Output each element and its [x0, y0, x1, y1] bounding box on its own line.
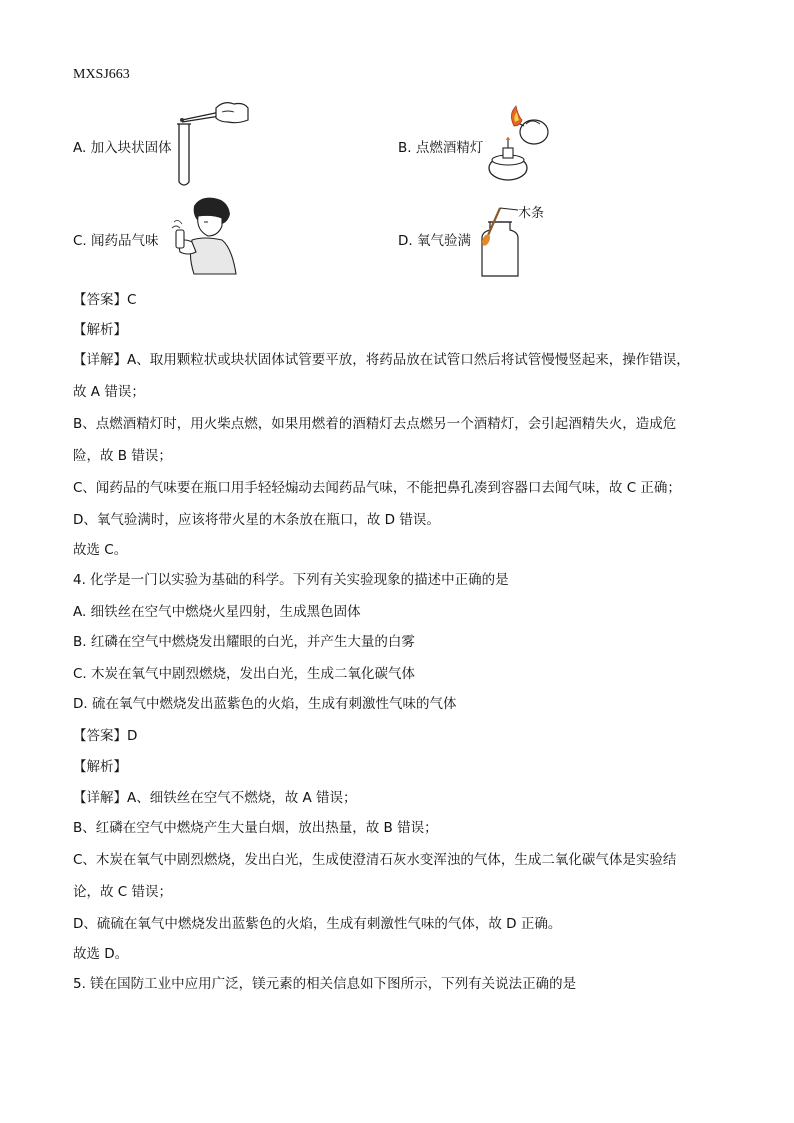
smelling-boy-illustration — [170, 196, 242, 276]
q3-detail-line: 【详解】A、取用颗粒状或块状固体试管要平放，将药品放在试管口然后将试管慢慢竖起来，操作错误， — [73, 352, 690, 368]
option-a-label: A. 加入块状固体 — [73, 140, 172, 156]
alcohol-lamp-illustration — [486, 104, 556, 186]
q3-detail-line: C、闻药品的气味要在瓶口用手轻轻煽动去闻药品气味，不能把鼻孔凑到容器口去闻气味，故 C 正确； — [73, 480, 681, 496]
q4-choice-b: B. 红磷在空气中燃烧发出耀眼的白光，并产生大量的白雾 — [73, 634, 415, 650]
q4-choice-d: D. 硫在氧气中燃烧发出蓝紫色的火焰，生成有刺激性气味的气体 — [73, 696, 457, 712]
option-c-label: C. 闻药品气味 — [73, 233, 159, 249]
q4-detail-line: 【详解】A、细铁丝在空气不燃烧，故 A 错误； — [73, 790, 357, 806]
q3-detail-line: B、点燃酒精灯时，用火柴点燃，如果用燃着的酒精灯去点燃另一个酒精灯，会引起酒精失火，造成危 — [73, 416, 677, 432]
q3-detail-line: 险，故 B 错误； — [73, 448, 172, 464]
wood-stick-annotation: 木条 — [518, 206, 545, 221]
q4-detail-line: B、红磷在空气中燃烧产生大量白烟，放出热量，故 B 错误； — [73, 820, 438, 836]
q4-detail-line: C、木炭在氧气中剧烈燃烧，发出白光，生成使澄清石灰水变浑浊的气体，生成二氧化碳气体是实验结 — [73, 852, 677, 868]
option-d-label: D. 氧气验满 — [398, 233, 471, 249]
option-b-label: B. 点燃酒精灯 — [398, 140, 484, 156]
q3-conclusion: 故选 C。 — [73, 542, 128, 558]
q5-stem: 5. 镁在国防工业中应用广泛，镁元素的相关信息如下图所示，下列有关说法正确的是 — [73, 976, 577, 992]
q4-analysis-heading: 【解析】 — [73, 759, 127, 775]
q3-detail-line: D、氧气验满时，应该将带火星的木条放在瓶口，故 D 错误。 — [73, 512, 440, 528]
test-tube-solid-illustration — [172, 98, 252, 190]
q4-conclusion: 故选 D。 — [73, 946, 129, 962]
q4-answer: 【答案】D — [73, 728, 138, 744]
q4-detail-line: 论，故 C 错误； — [73, 884, 173, 900]
q3-analysis-heading: 【解析】 — [73, 322, 127, 338]
oxygen-bottle-illustration — [474, 200, 546, 280]
q3-detail-line: 故 A 错误； — [73, 384, 145, 400]
q4-detail-line: D、硫硫在氧气中燃烧发出蓝紫色的火焰，生成有刺激性气味的气体，故 D 正确。 — [73, 916, 562, 932]
q4-choice-c: C. 木炭在氧气中剧烈燃烧，发出白光，生成二氧化碳气体 — [73, 666, 416, 682]
document-code: MXSJ663 — [73, 67, 130, 82]
q4-choice-a: A. 细铁丝在空气中燃烧火星四射，生成黑色固体 — [73, 604, 361, 620]
q4-stem: 4. 化学是一门以实验为基础的科学。下列有关实验现象的描述中正确的是 — [73, 572, 509, 588]
q3-answer: 【答案】C — [73, 292, 137, 308]
